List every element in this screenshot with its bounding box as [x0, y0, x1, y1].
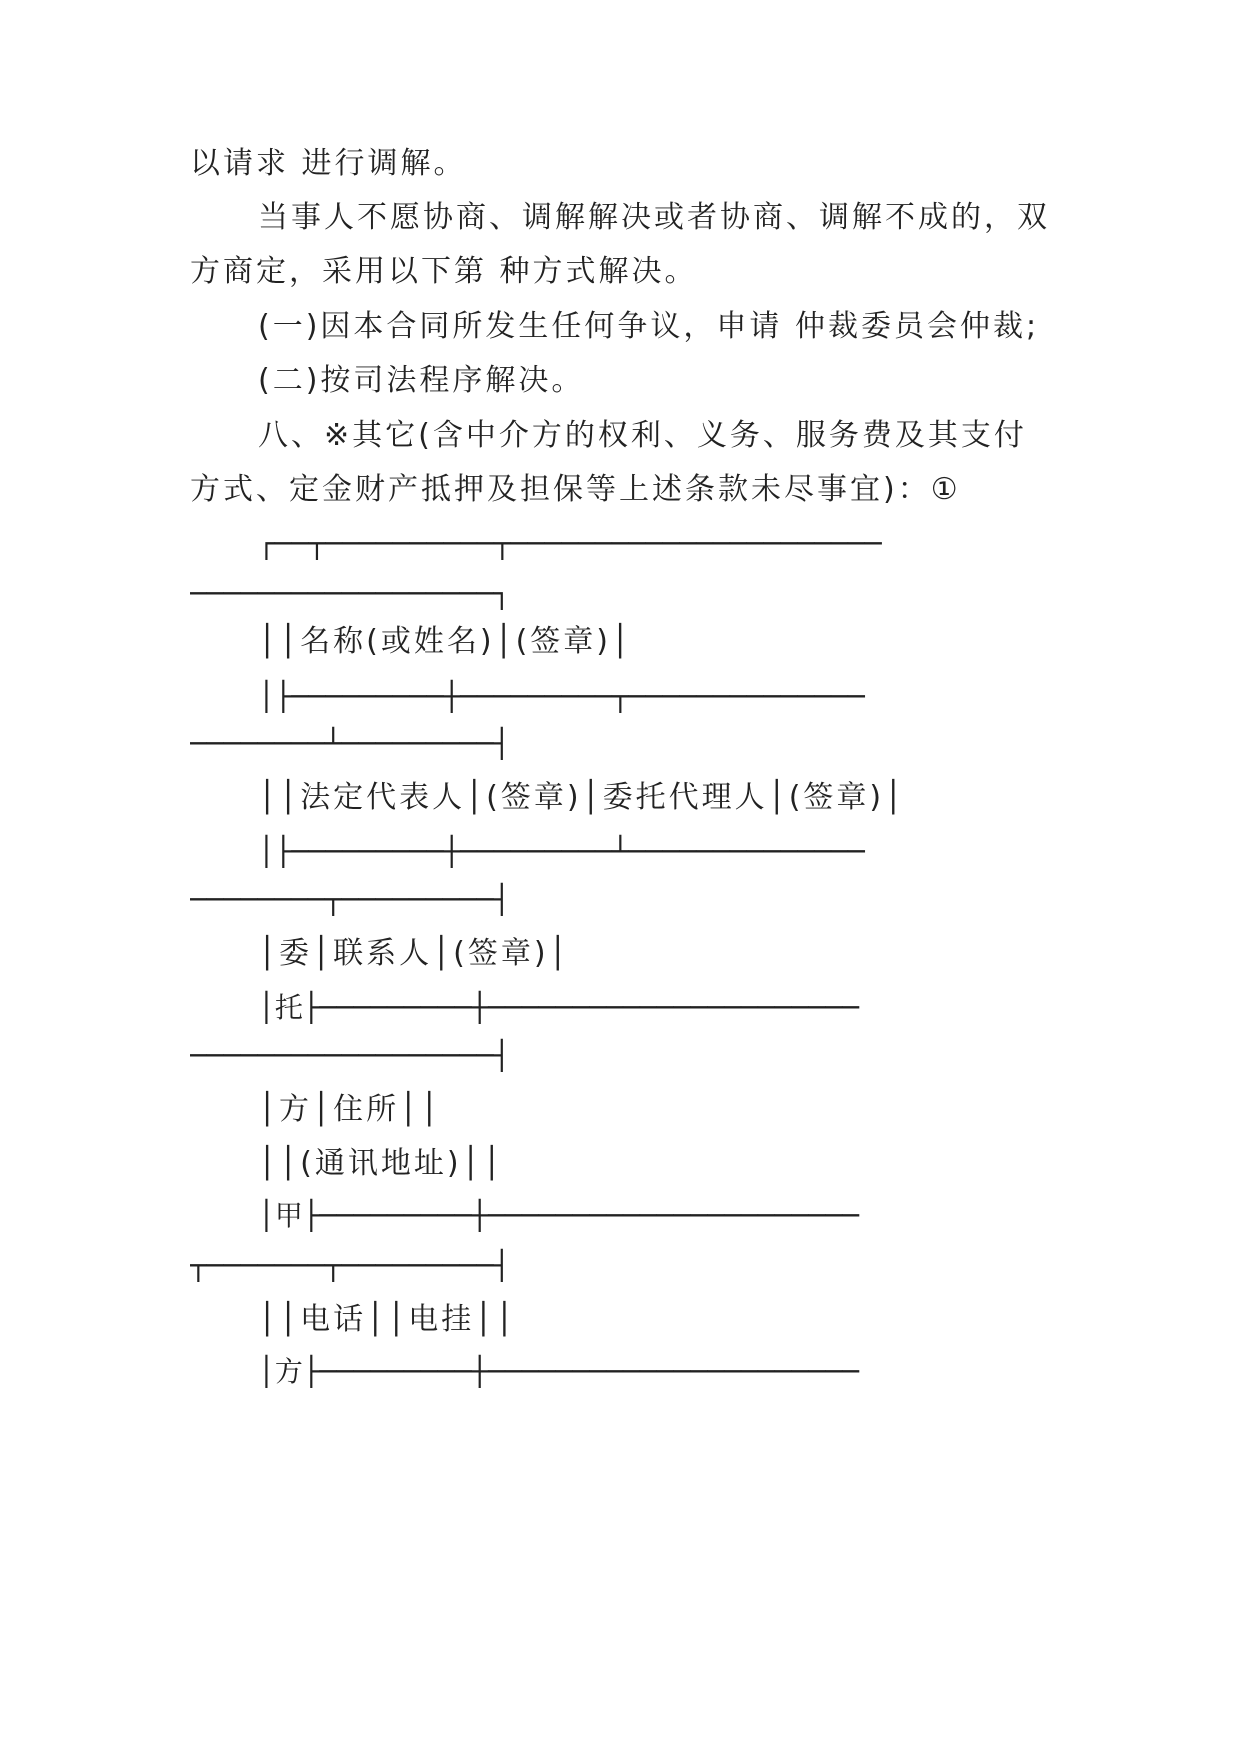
- text-line: 方式、定金财产抵押及担保等上述条款未尽事宜)：①: [190, 472, 961, 507]
- table-rule-line: ────────┴─────────┤: [190, 727, 511, 760]
- text-line: 当事人不愿协商、调解解决或者协商、调解不成的，双: [258, 200, 1050, 235]
- table-rule-line: │方├─────────┼──────────────────────: [258, 1355, 860, 1388]
- table-row-text: ││电话││电挂││: [258, 1302, 517, 1337]
- table-row-text: │方│住所││: [258, 1092, 442, 1127]
- text-line: (二)按司法程序解决。: [258, 363, 585, 398]
- table-rule-line: │托├─────────┼──────────────────────: [258, 991, 860, 1024]
- table-rule-line: ┬───────┬─────────┤: [190, 1249, 511, 1282]
- table-rule-line: │甲├─────────┼──────────────────────: [258, 1199, 860, 1232]
- table-rule-line: ┌──┬──────────┬──────────────────────: [258, 527, 882, 560]
- table-rule-line: │├─────────┼─────────┬──────────────: [258, 680, 865, 713]
- table-rule-line: ──────────────────┤: [190, 1039, 511, 1072]
- table-rule-line: │├─────────┼─────────┴──────────────: [258, 835, 865, 868]
- table-row-text: │委│联系人│(签章)│: [258, 936, 570, 971]
- table-rule-line: ────────┬─────────┤: [190, 883, 511, 916]
- text-line: 以请求 进行调解。: [190, 146, 467, 181]
- text-line: (一)因本合同所发生任何争议，申请 仲裁委员会仲裁;: [258, 309, 1040, 344]
- text-line: 八、※其它(含中介方的权利、义务、服务费及其支付: [258, 418, 1027, 453]
- table-row-text: ││名称(或姓名)│(签章)│: [258, 624, 633, 659]
- text-line: 方商定，采用以下第 种方式解决。: [190, 254, 698, 289]
- table-rule-line: ──────────────────┐: [190, 577, 511, 610]
- table-row-text: ││法定代表人│(签章)│委托代理人│(签章)│: [258, 780, 906, 815]
- table-row-text: ││(通讯地址)││: [258, 1146, 504, 1181]
